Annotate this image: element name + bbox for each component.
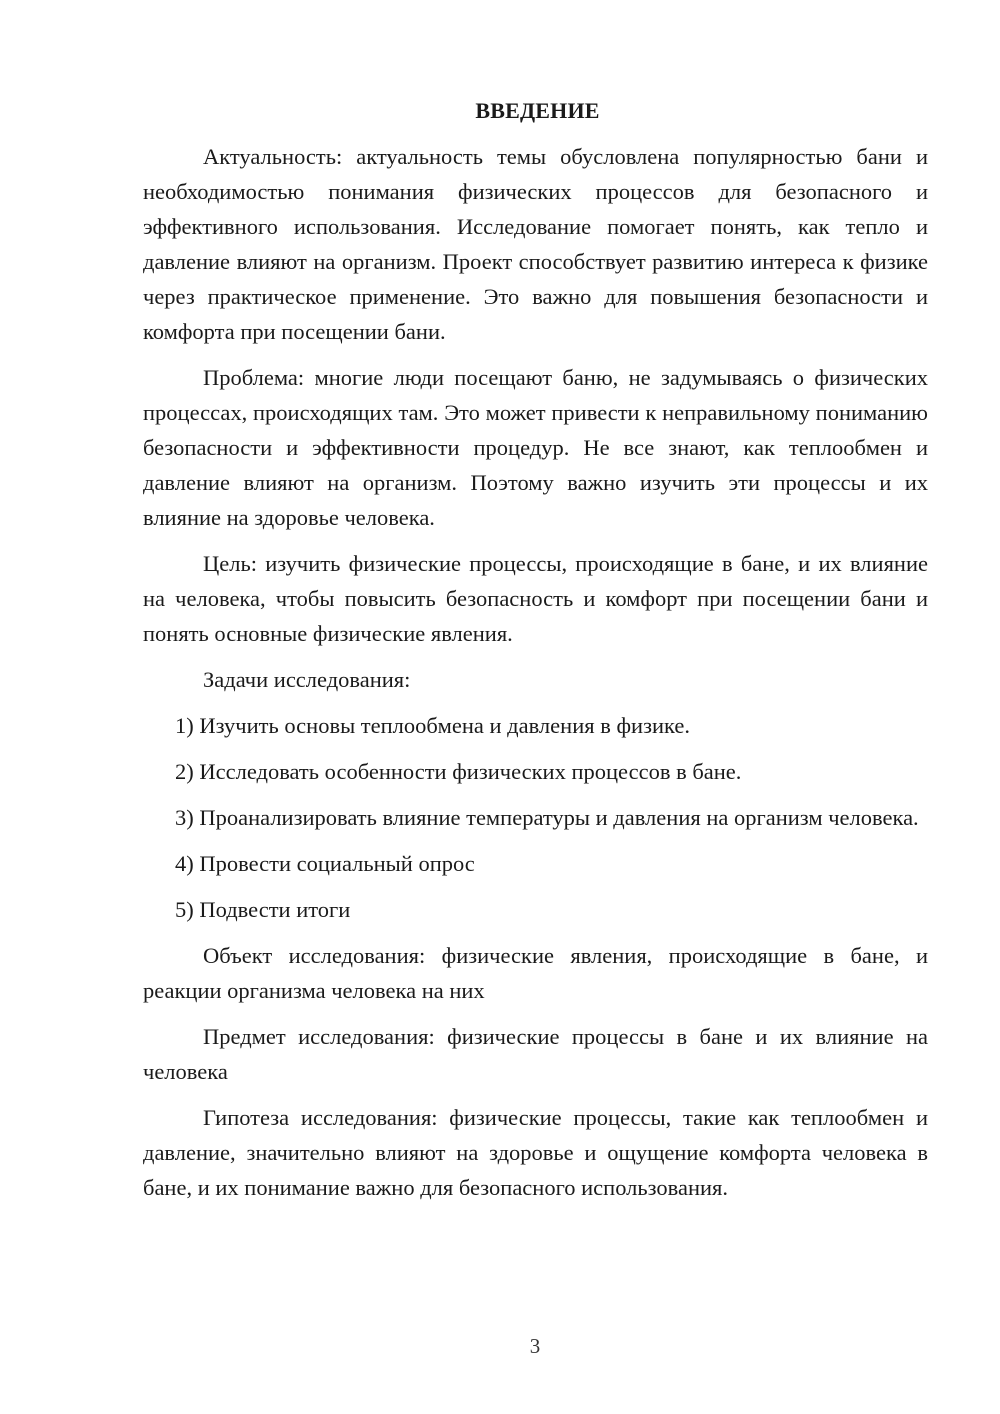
goal-paragraph: Цель: изучить физические процессы, происходящие в бане, и их влияние на человека, чтобы повысить безопасность и комфорт при посещении бани и понять основные физические явления. (143, 551, 928, 646)
problem-paragraph: Проблема: многие люди посещают баню, не задумываясь о физических процессах, происходящих там. Это может привести к неправильному пониманию безопасности и эффективности процедур. Не все знают, как теплообмен и давление влияют на организм. Поэтому важно изучить эти процессы и их влияние на здоровье человека. (143, 365, 928, 530)
task-item-1: 1) Изучить основы теплообмена и давления в физике. (175, 713, 690, 738)
task-item-3: 3) Проанализировать влияние температуры и давления на организм человека. (175, 805, 919, 830)
task-item-4: 4) Провести социальный опрос (175, 851, 475, 876)
subject-paragraph: Предмет исследования: физические процессы в бане и их влияние на человека (143, 1024, 928, 1084)
hypothesis-paragraph: Гипотеза исследования: физические процессы, такие как теплообмен и давление, значительно влияют на здоровье и ощущение комфорта человека в бане, и их понимание важно для безопасного использования. (143, 1105, 928, 1200)
task-item-2: 2) Исследовать особенности физических процессов в бане. (175, 759, 742, 784)
task-item-5: 5) Подвести итоги (175, 897, 351, 922)
object-paragraph: Объект исследования: физические явления, происходящие в бане, и реакции организма человека на них (143, 943, 928, 1003)
page-content (143, 95, 928, 1216)
tasks-heading: Задачи исследования: (203, 667, 411, 692)
page-title: ВВЕДЕНИЕ (475, 98, 600, 123)
relevance-paragraph: Актуальность: актуальность темы обусловлена популярностью бани и необходимостью понимания физических процессов для безопасного и эффективного использования. Исследование помогает понять, как тепло и давление влияют на организм. Проект способствует развитию интереса к физике через практическое применение. Это важно для повышения безопасности и комфорта при посещении бани. (143, 144, 928, 344)
page-number: 3 (529, 1334, 541, 1358)
